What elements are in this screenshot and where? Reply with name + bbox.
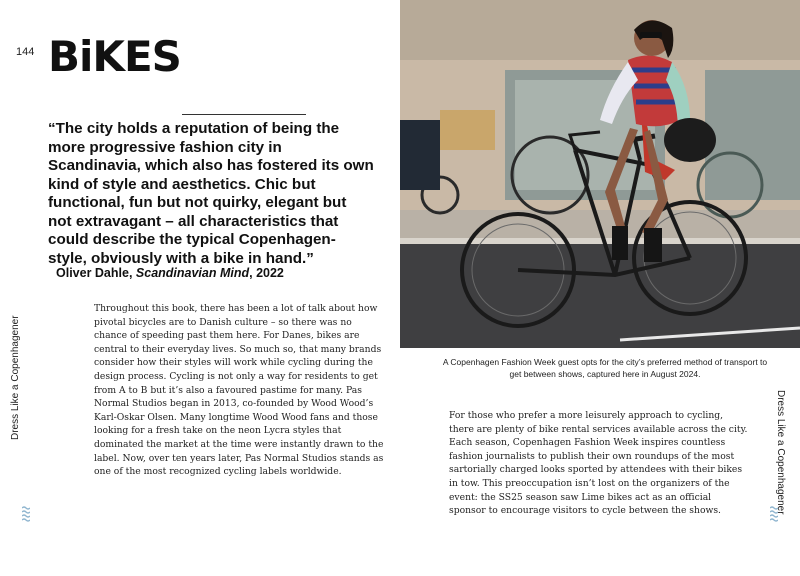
cyclist-illustration (400, 0, 800, 348)
body-paragraph-right: For those who prefer a more leisurely approach to cycling, there are plenty of bike rental services available across the city. Each season, Copenhagen Fashion Week inspires countless fashion journalists to publish their own roundups of the most sartorially charged looks sported by attendees with their bikes in tow. This preoccupation isn’t lost on the organizers of the event: the SS25 season saw Lime bikes act as an official sponsor to encourage visitors to cycle between the shows. (449, 410, 748, 517)
page-number: 144 (16, 46, 35, 58)
quote-year: , 2022 (249, 266, 284, 280)
pull-quote-text: “The city holds a reputation of being the more progressive fashion city in Scandinavia, which also has fostered its own kind of style and aesthetics. Chic but functional, fun but not quirky, elegant but not extravagant – all characteristics that could describe the typical Copenhagen-style, obviously with a bike in hand.” (48, 120, 374, 267)
body-paragraph-left: Throughout this book, there has been a lot of talk about how pivotal bicycles are to Danish culture – so there was no chance of speeding past them here. For Danes, bikes are central to their everyday lives. So much so, that many brands consider how their styles will work while cycling during the design process. Cycling is not only a way for residents to get from A to B but it’s also a favoured pastime for many. Pas Normal Studios began in 2013, co-founded by Wood Wood’s Karl-Oskar Olsen. Many longtime Wood Wood fans and those looking for a fresh take on the neon Lycra styles that dominated the market at the time were instantly drawn to the label. Now, over ten years later, Pas Normal Studios stands as one of the most recognized cycling labels worldwide. (94, 303, 384, 478)
side-label-right: Dress Like a Copenhagener (775, 390, 786, 515)
photo-caption: A Copenhagen Fashion Week guest opts for the city’s preferred method of transport to get between shows, captured here in August 2024. (442, 357, 768, 379)
quote-rule (182, 114, 306, 115)
body-text-right (449, 409, 749, 518)
quote-attribution (56, 266, 376, 280)
body-text-left (94, 302, 384, 479)
street-photo (400, 0, 800, 348)
quote-source: Scandinavian Mind (135, 266, 250, 280)
side-label-left: Dress Like a Copenhagener (10, 315, 21, 440)
section-title: BiKES (48, 32, 181, 81)
wave-pattern-icon (770, 506, 778, 524)
wave-pattern-icon (22, 506, 30, 524)
pull-quote (48, 120, 374, 268)
quote-author: Oliver Dahle, (56, 266, 136, 280)
